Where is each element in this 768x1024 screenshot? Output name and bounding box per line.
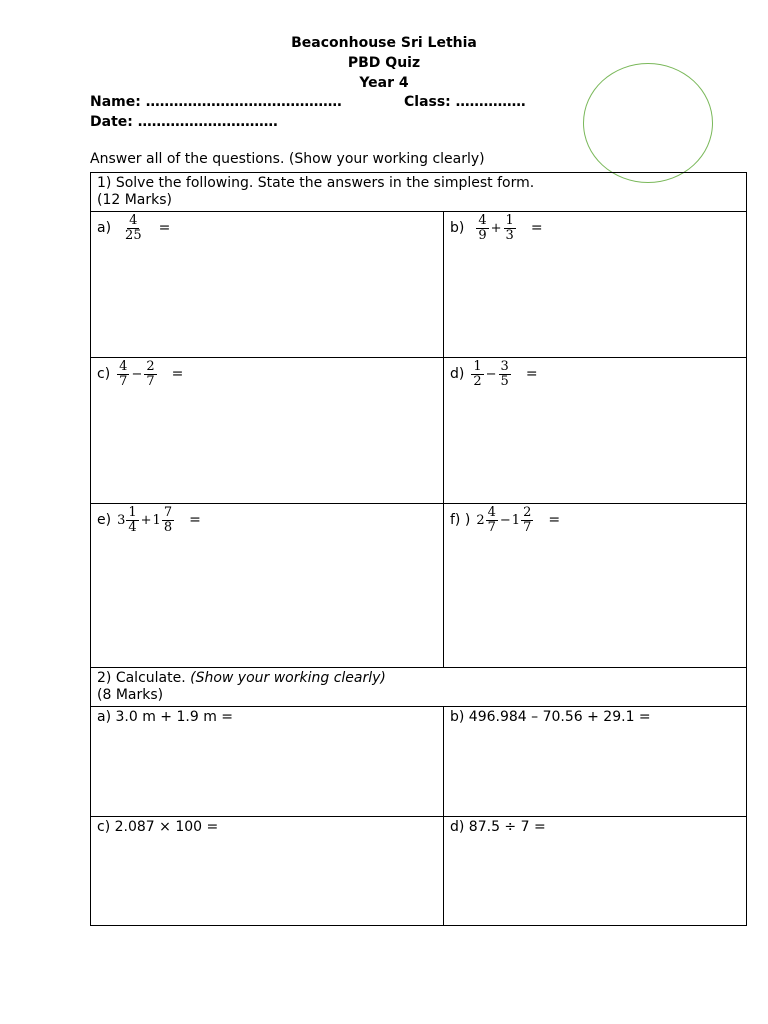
q1d-label: d)	[450, 366, 465, 382]
q1a-fraction: $\frac{4}{25}$	[125, 213, 142, 243]
quiz-title: PBD Quiz	[347, 55, 421, 71]
name-field: Name: ……………………………………	[90, 94, 342, 110]
q1c-fraction-2: $\frac{2}{7}$	[146, 359, 155, 389]
q1a-equals: =	[158, 220, 171, 236]
q1e-label: e)	[97, 512, 112, 528]
q2c-cell[interactable]	[91, 817, 444, 926]
quiz-table	[90, 172, 747, 926]
q1c-equals: =	[171, 366, 184, 382]
q1d-fraction-1: $\frac{1}{2}$	[473, 359, 482, 389]
q2d-question: d) 87.5 ÷ 7 =	[450, 819, 546, 835]
q1b-fraction-1: $\frac{4}{9}$	[478, 213, 487, 243]
q1e-whole-2: 1	[152, 513, 161, 528]
q1e-cell[interactable]	[91, 504, 444, 668]
q1f-whole-1: 2	[476, 513, 485, 528]
q1b-label: b)	[450, 220, 465, 236]
q1b-cell[interactable]	[444, 212, 747, 358]
q1e-fraction-2: $\frac{7}{8}$	[163, 505, 173, 535]
q1a-cell[interactable]	[91, 212, 444, 358]
q1d-fraction-2: $\frac{3}{5}$	[500, 359, 509, 389]
q1e-whole-1: 3	[117, 513, 126, 528]
q1f-whole-2: 1	[511, 513, 521, 528]
q1f-fraction-2: $\frac{2}{7}$	[523, 505, 532, 535]
q1b-fraction-2: $\frac{1}{3}$	[505, 213, 514, 243]
q2-header	[91, 668, 747, 707]
q1e-fraction-1: $\frac{1}{4}$	[128, 505, 137, 535]
q1a-label: a)	[97, 220, 112, 236]
q1-title: 1) Solve the following. State the answers in the simplest form.	[97, 175, 535, 191]
q1f-operator: −	[499, 513, 511, 528]
q2d-cell[interactable]	[444, 817, 747, 926]
q2-marks: (8 Marks)	[97, 687, 164, 703]
q2b-cell[interactable]	[444, 707, 747, 817]
q1f-fraction-1: $\frac{4}{7}$	[487, 505, 496, 535]
q2c-question: c) 2.087 × 100 =	[97, 819, 219, 835]
q1e-operator: +	[140, 513, 152, 528]
q2-title: 2) Calculate.	[97, 670, 186, 686]
q1-marks: (12 Marks)	[97, 192, 173, 208]
q2b-question: b) 496.984 – 70.56 + 29.1 =	[450, 709, 651, 725]
score-circle	[583, 63, 713, 183]
q1c-cell[interactable]	[91, 358, 444, 504]
q1f-cell[interactable]	[444, 504, 747, 668]
q1c-operator: −	[131, 367, 143, 382]
q2a-cell[interactable]	[91, 707, 444, 817]
year-label: Year 4	[359, 75, 409, 91]
q1d-equals: =	[525, 366, 538, 382]
q1d-cell[interactable]	[444, 358, 747, 504]
q1e-equals: =	[189, 512, 201, 528]
school-name: Beaconhouse Sri Lethia	[291, 35, 477, 51]
class-field: Class: ……………	[404, 94, 526, 110]
q1c-fraction-1: $\frac{4}{7}$	[119, 359, 128, 389]
date-field: Date: …………………………	[90, 114, 278, 130]
q2-title-italic: (Show your working clearly)	[190, 670, 386, 686]
q1c-label: c)	[97, 366, 111, 382]
q1-header	[91, 173, 747, 212]
q2a-question: a) 3.0 m + 1.9 m =	[97, 709, 234, 725]
instructions: Answer all of the questions. (Show your working clearly)	[90, 151, 485, 167]
q1d-operator: −	[485, 367, 497, 382]
q1b-equals: =	[530, 220, 543, 236]
q1f-label: f) )	[450, 512, 471, 528]
q1b-operator: +	[490, 221, 502, 236]
q1f-equals: =	[548, 512, 561, 528]
